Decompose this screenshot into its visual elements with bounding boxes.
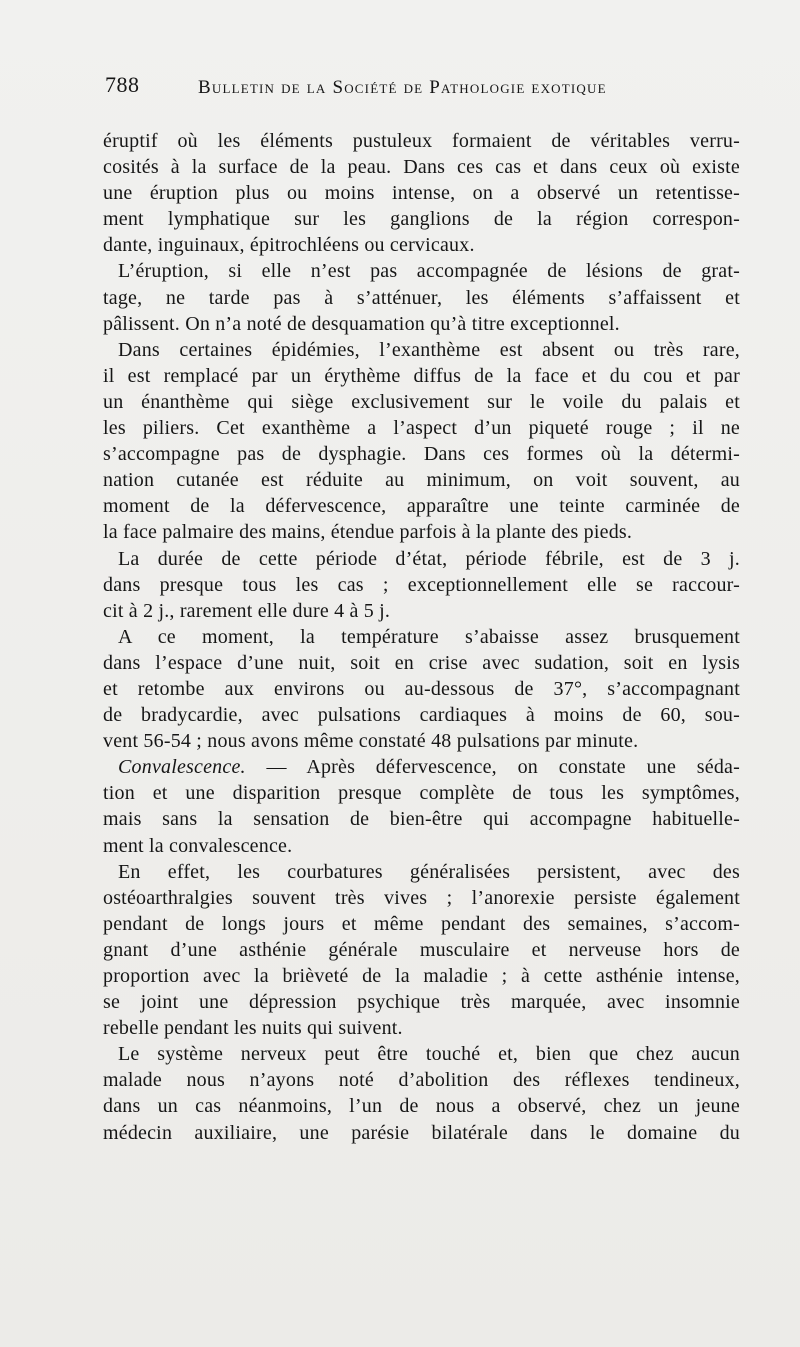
- text-line: [103, 754, 740, 780]
- text-line: mais sans la sensation de bien-être qui accompagne habituelle-: [103, 808, 740, 831]
- paragraph-nervous-system: [103, 1041, 740, 1145]
- text-line: pendant de longs jours et même pendant des semaines, s’accom-: [103, 912, 740, 935]
- text-line: cosités à la surface de la peau. Dans ces cas et dans ceux où existe: [103, 156, 740, 179]
- text-line: les piliers. Cet exanthème a l’aspect d’un piqueté rouge ; il ne: [103, 417, 740, 440]
- text-line: s’accompagne pas de dysphagie. Dans ces formes où la détermi-: [103, 443, 740, 466]
- text-line: ment lymphatique sur les ganglions de la région correspon-: [103, 208, 740, 231]
- text-line: pâlissent. On n’a noté de desquamation qu’à titre exceptionnel.: [103, 312, 620, 335]
- text-line: ment la convalescence.: [103, 834, 293, 857]
- text-line: rebelle pendant les nuits qui suivent.: [103, 1017, 403, 1040]
- text-line: un énanthème qui siège exclusivement sur le voile du palais et: [103, 390, 740, 413]
- paragraph-eruption-continued: [103, 128, 740, 258]
- text-line: nation cutanée est réduite au minimum, on voit souvent, au: [103, 469, 740, 492]
- paragraph-duration: [103, 546, 740, 624]
- text-line: médecin auxiliaire, une parésie bilatérale dans le domaine du: [103, 1121, 740, 1144]
- text-line: La durée de cette période d’état, période fébrile, est de 3 j.: [118, 547, 740, 570]
- text-line: proportion avec la brièveté de la maladie ; à cette asthénie intense,: [103, 965, 740, 987]
- text-line: une éruption plus ou moins intense, on a observé un retentisse-: [103, 182, 740, 205]
- paragraph-persistent-symptoms: [103, 859, 740, 1042]
- text-line: dante, inguinaux, épitrochléens ou cervicaux.: [103, 234, 475, 257]
- text-line: éruptif où les éléments pustuleux formaient de véritables verru-: [103, 130, 740, 152]
- text-line: En effet, les courbatures généralisées persistent, avec des: [118, 860, 740, 883]
- text-line: dans presque tous les cas ; exceptionnellement elle se raccour-: [103, 573, 740, 596]
- page-number: 788: [105, 72, 140, 97]
- text-line: il est remplacé par un érythème diffus de la face et du cou et par: [103, 364, 740, 387]
- text-line: de bradycardie, avec pulsations cardiaques à moins de 60, sou-: [103, 704, 740, 727]
- text-line: tage, ne tarde pas à s’atténuer, les éléments s’affaissent et: [103, 286, 740, 309]
- text-line: Dans certaines épidémies, l’exanthème est absent ou très rare,: [118, 338, 740, 361]
- text-line: moment de la défervescence, apparaître une teinte carminée de: [103, 495, 740, 518]
- text-line: la face palmaire des mains, étendue parfois à la plante des pieds.: [103, 521, 633, 544]
- text-line: ostéoarthralgies souvent très vives ; l’anorexie persiste également: [103, 886, 740, 909]
- paragraph-eruption-evolution: [103, 258, 740, 336]
- text-line: cit à 2 j., rarement elle dure 4 à 5 j.: [103, 599, 391, 622]
- paragraph-temperature: [103, 624, 740, 754]
- article-body: [103, 128, 740, 1146]
- journal-title: Bulletin de la Société de Pathologie exotique: [198, 77, 607, 98]
- text-line: et retombe aux environs ou au-dessous de 37°, s’accompagnant: [103, 677, 740, 700]
- paragraph-convalescence: [103, 754, 740, 858]
- text-line: L’éruption, si elle n’est pas accompagnée de lésions de grat-: [118, 260, 740, 283]
- text-line: dans l’espace d’une nuit, soit en crise avec sudation, soit en lysis: [103, 651, 740, 674]
- paragraph-epidemics: [103, 337, 740, 546]
- text-line: Le système nerveux peut être touché et, bien que chez aucun: [118, 1043, 740, 1066]
- text-line: se joint une dépression psychique très marquée, avec insomnie: [103, 991, 740, 1014]
- section-heading-convalescence: Convalescence.: [118, 756, 246, 779]
- text-line: dans un cas néanmoins, l’un de nous a observé, chez un jeune: [103, 1095, 740, 1118]
- text-line: tion et une disparition presque complète de tous les symptômes,: [103, 782, 740, 805]
- text-line: gnant d’une asthénie générale musculaire et nerveuse hors de: [103, 938, 740, 961]
- text-line: malade nous n’ayons noté d’abolition des réflexes tendineux,: [103, 1069, 740, 1092]
- text-line-continuation: — Après défervescence, on constate une séda-: [245, 756, 740, 779]
- text-line: A ce moment, la température s’abaisse assez brusquement: [118, 625, 740, 648]
- running-header: [105, 72, 745, 110]
- text-line: vent 56-54 ; nous avons même constaté 48 pulsations par minute.: [103, 730, 639, 753]
